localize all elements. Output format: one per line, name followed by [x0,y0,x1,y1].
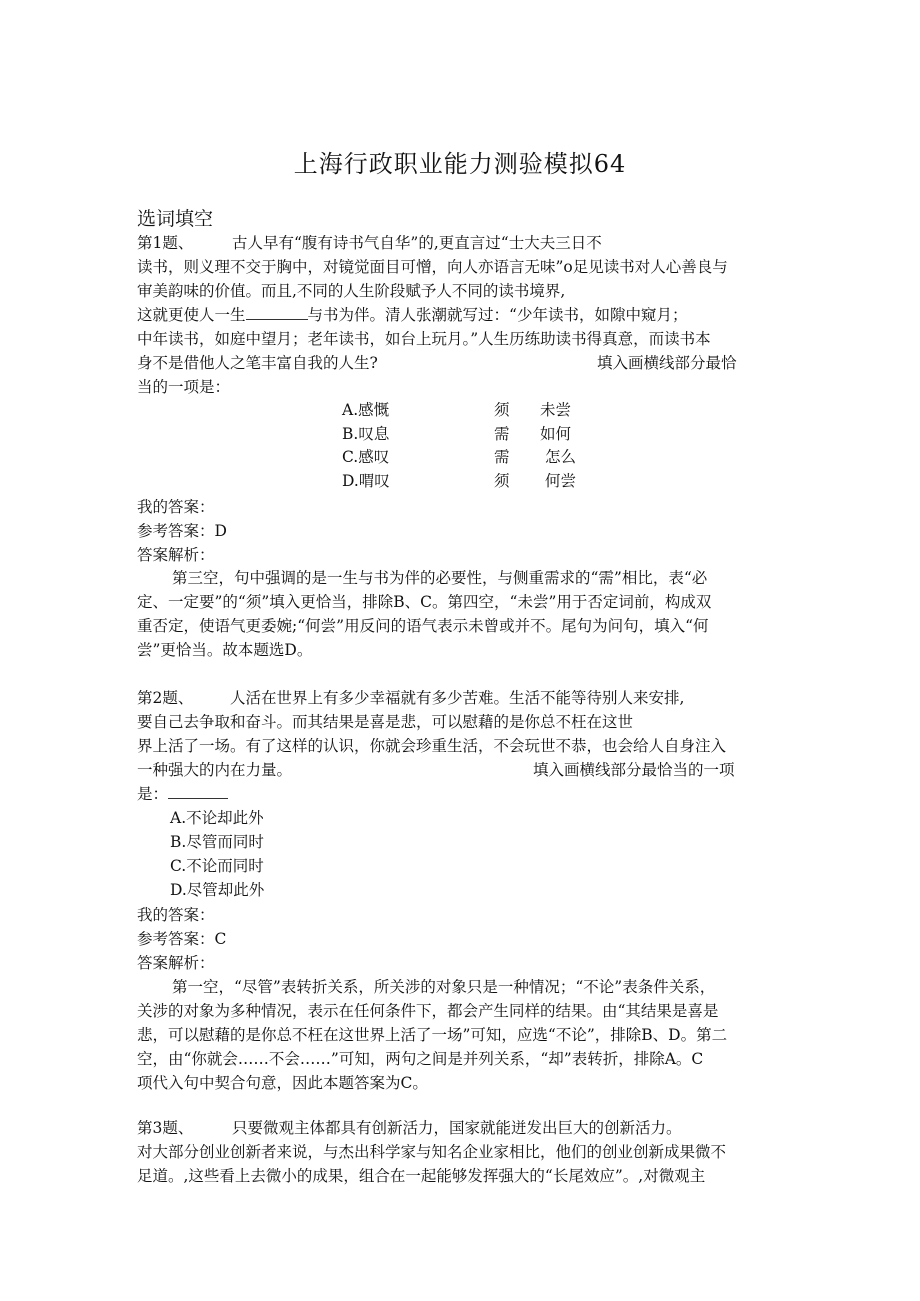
analysis-text-line: 项代入句中契合句意，因此本题答案为C。 [137,1074,428,1092]
question-text-line: 界上活了一场。有了这样的认识，你就会珍重生活，不会玩世不恭，也会给人自身注入 [137,737,727,755]
analysis-text-line: 第一空，“尽管”表转折关系，所关涉的对象只是一种情况；“不论”表条件关系， [172,978,716,996]
question-text-line [137,305,687,325]
question-text-line: 人活在世界上有多少幸福就有多少苦难。生活不能等待别人来安排, [230,689,685,707]
option-c[interactable]: C.不论而同时 [170,857,264,875]
question-text-line: 对大部分创业创新者来说，与杰出科学家与知名企业家相比，他们的创业创新成果微不 [137,1143,727,1161]
fill-blank [246,305,308,320]
analysis-label: 答案解析： [137,954,215,972]
question-text-line: 只要微观主体都具有创新活力，国家就能迸发出巨大的创新活力。 [232,1119,682,1137]
analysis-text-line: 悲，可以慰藉的是你总不枉在这世界上活了一场”可知，应选“不论”，排除B、D。第二 [137,1026,728,1044]
option-word: 须 [494,401,510,419]
question-text-line: 中年读书，如庭中望月；老年读书，如台上玩月。”人生历练助读书得真意，而读书本 [137,330,711,348]
analysis-text-line: 关涉的对象为多种情况，表示在任何条件下，都会产生同样的结果。由“其结果是喜是 [137,1002,719,1020]
option-word: 怎么 [545,448,577,466]
analysis-text-line: 空，由“你就会……不会……”可知，两句之间是并列关系，“却”表转折，排除A。C [137,1050,704,1068]
question-number: 第2题、 [137,689,194,707]
analysis-text-line: 尝”更恰当。故本题选D。 [137,641,313,659]
question-text-line: 古人早有“腹有诗书气自华”的,更直言过“士大夫三日不 [232,234,602,252]
question-prompt: 当的一项是： [137,378,231,396]
option-a[interactable]: A.不论却此外 [170,809,264,827]
my-answer-label: 我的答案： [137,906,215,924]
question-prompt: 填入画横线部分最恰当的一项 [533,761,735,779]
question-text-line: 身不是借他人之笔丰富自我的人生? [137,354,378,372]
my-answer-label: 我的答案： [137,498,215,516]
option-word: 需 [494,448,510,466]
option-word: 须 [494,472,510,490]
question-number: 第1题、 [137,234,194,252]
document-title: 上海行政职业能力测验模拟64 [293,150,627,178]
option-label: A.感慨 [342,401,390,419]
question-text-line: 审美韵味的价值。而且,不同的人生阶段赋予人不同的读书境界, [137,282,566,300]
question-prompt: 填入画横线部分最恰 [597,354,737,372]
option-label: B.叹息 [342,425,390,443]
fill-blank [168,784,228,799]
text-segment: 与书为伴。清人张潮就写过：“少年读书，如隙中窥月； [307,306,688,324]
option-word: 未尝 [540,401,572,419]
analysis-text-line: 定、一定要”的“须”填入更恰当，排除B、C。第四空，“未尝”用于否定词前，构成双 [137,593,712,611]
option-word: 需 [494,425,510,443]
option-label: C.感叹 [342,448,390,466]
option-d[interactable]: D.尽管却此外 [170,881,265,899]
question-text-line: 一种强大的内在力量。 [137,761,293,779]
question-number: 第3题、 [137,1119,194,1137]
option-word: 如何 [540,425,572,443]
text-segment: 这就更使人一生 [137,306,246,324]
analysis-label: 答案解析： [137,546,215,564]
analysis-text-line: 第三空，句中强调的是一生与书为伴的必要性，与侧重需求的“需”相比，表“必 [172,569,708,587]
reference-answer: 参考答案：C [137,930,227,948]
option-word: 何尝 [545,472,577,490]
analysis-text-line: 重否定，使语气更委婉;“何尝”用反问的语气表示未曾或并不。尾句为问句，填入“何 [137,617,709,635]
option-b[interactable]: B.尽管而同时 [170,833,264,851]
text-segment: 是： [137,785,169,803]
question-text-line: 读书，则义理不交于胸中，对镜觉面目可憎，向人亦语言无味”o足见读书对人心善良与 [137,258,728,276]
question-prompt [137,784,228,804]
section-heading: 选词填空 [137,208,214,230]
question-text-line: 足道。,这些看上去微小的成果，组合在一起能够发挥强大的“长尾效应”。,对微观主 [137,1167,706,1185]
option-label: D.喟叹 [342,472,390,490]
reference-answer: 参考答案：D [137,522,227,540]
question-text-line: 要自己去争取和奋斗。而其结果是喜是悲，可以慰藉的是你总不枉在这世 [137,713,634,731]
